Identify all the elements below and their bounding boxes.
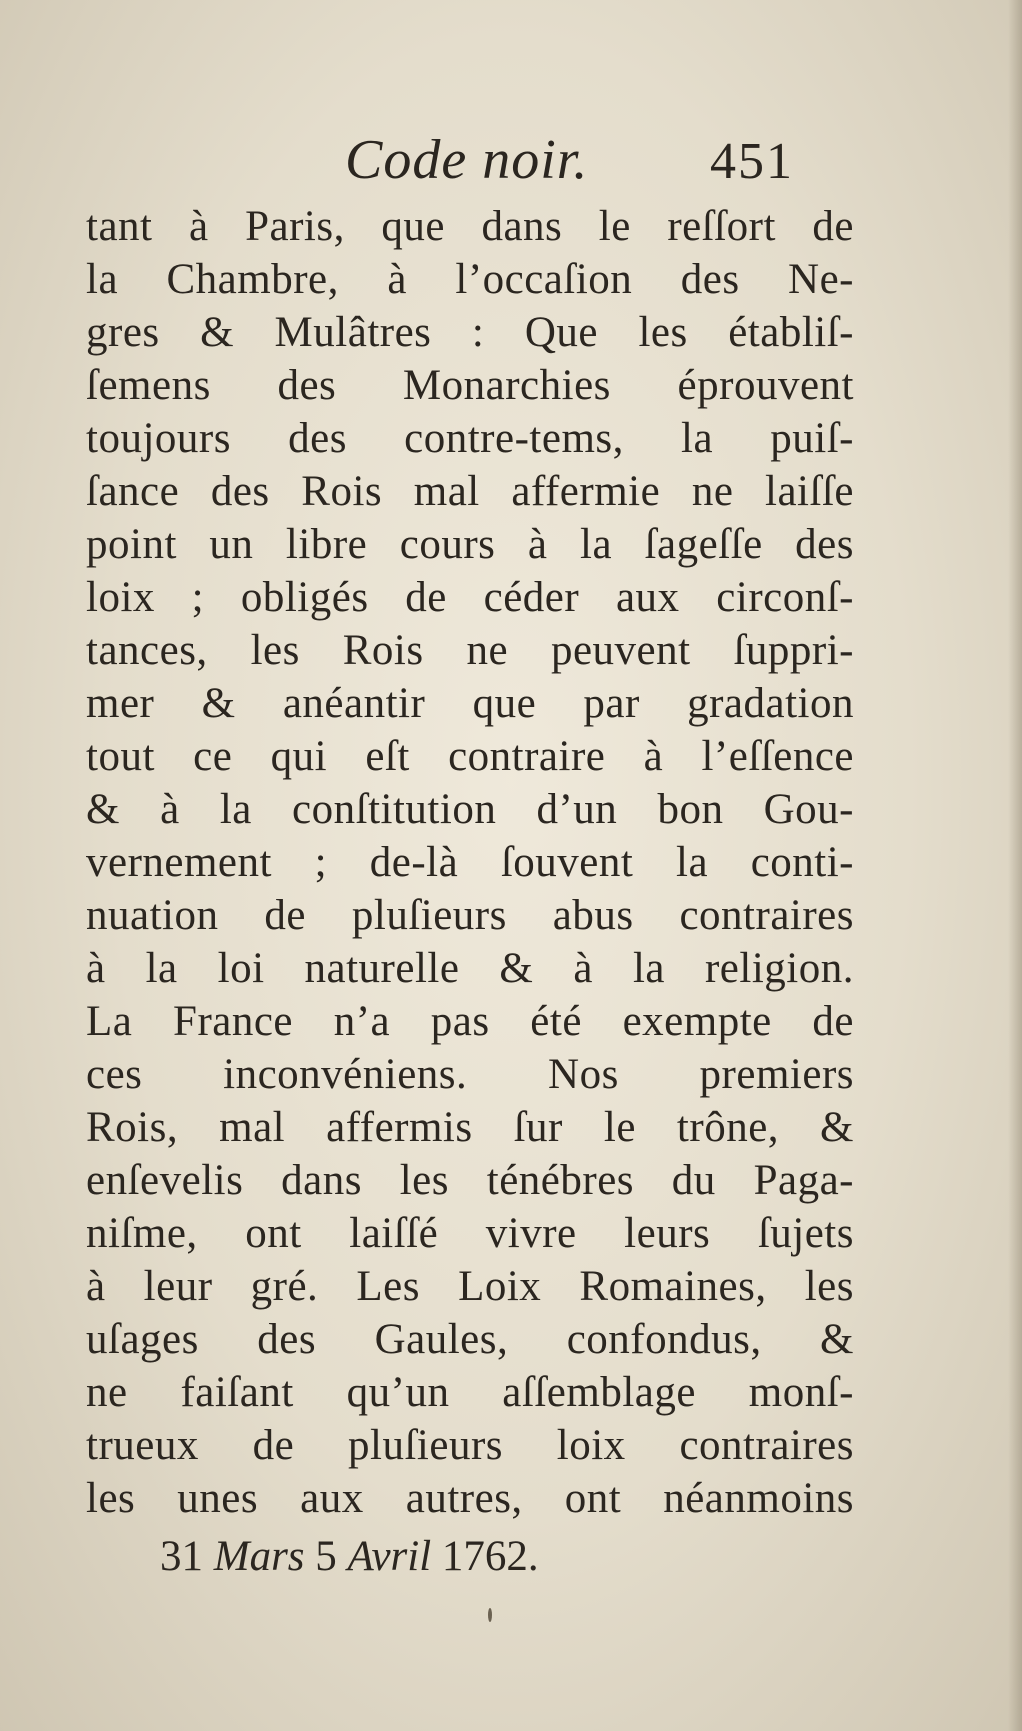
page-edge-shadow xyxy=(1008,0,1022,1731)
text-line: ſance des Rois mal affermie ne laiſſe xyxy=(86,468,854,515)
text-line: à la loi naturelle & à la religion. xyxy=(86,945,854,992)
text-line: & à la conſtitution d’un bon Gou- xyxy=(86,786,854,833)
text-line: La France n’a pas été exempte de xyxy=(86,998,854,1045)
footer-year: 1762. xyxy=(441,1533,539,1580)
text-line: loix ; obligés de céder aux circonſ- xyxy=(86,574,854,621)
text-line: uſages des Gaules, confondus, & xyxy=(86,1316,854,1363)
text-line: point un libre cours à la ſageſſe des xyxy=(86,521,854,568)
footer-month-2: Avril xyxy=(347,1533,432,1580)
text-line: nuation de pluſieurs abus contraires xyxy=(86,892,854,939)
text-line: tances, les Rois ne peuvent ſuppri- xyxy=(86,627,854,674)
text-line: les unes aux autres, ont néanmoins xyxy=(86,1475,854,1522)
footer-month-1: Mars xyxy=(213,1533,305,1580)
text-line: toujours des contre-tems, la puiſ- xyxy=(86,415,854,462)
text-line: vernement ; de-là ſouvent la conti- xyxy=(86,839,854,886)
text-line: ces inconvéniens. Nos premiers xyxy=(86,1051,854,1098)
text-line: ne faiſant qu’un aſſemblage monſ- xyxy=(86,1369,854,1416)
ink-speck xyxy=(488,1608,492,1622)
footer-day-1: 31 xyxy=(160,1533,203,1580)
text-line: à leur gré. Les Loix Romaines, les xyxy=(86,1263,854,1310)
text-line: tant à Paris, que dans le reſſort de xyxy=(86,203,854,250)
footer-day-2: 5 xyxy=(315,1533,337,1580)
text-line: tout ce qui eſt contraire à l’eſſence xyxy=(86,733,854,780)
page-number: 451 xyxy=(710,133,794,190)
text-line: enſevelis dans les ténébres du Paga- xyxy=(86,1157,854,1204)
text-line: la Chambre, à l’occaſion des Ne- xyxy=(86,256,854,303)
date-footer xyxy=(160,1532,539,1581)
body-text xyxy=(86,200,854,1525)
text-line: ſemens des Monarchies éprouvent xyxy=(86,362,854,409)
text-line: Rois, mal affermis ſur le trône, & xyxy=(86,1104,854,1151)
text-line: niſme, ont laiſſé vivre leurs ſujets xyxy=(86,1210,854,1257)
text-line: trueux de pluſieurs loix contraires xyxy=(86,1422,854,1469)
text-line: gres & Mulâtres : Que les établiſ- xyxy=(86,309,854,356)
text-line: mer & anéantir que par gradation xyxy=(86,680,854,727)
running-title: Code noir. xyxy=(345,129,589,191)
